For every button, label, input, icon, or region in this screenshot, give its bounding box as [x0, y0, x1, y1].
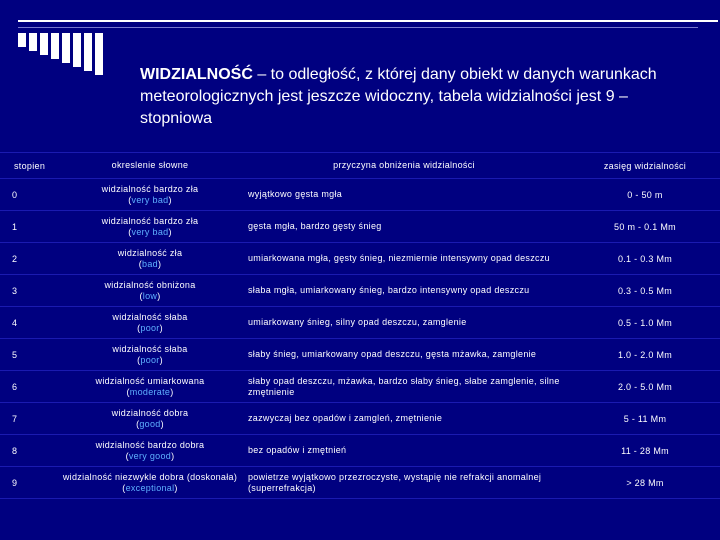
- description-en: moderate: [129, 386, 171, 397]
- cell-cause: słaba mgła, umiarkowany śnieg, bardzo intensywny opad deszczu: [240, 275, 570, 307]
- title-definition: – to odległość, z której dany obiekt w danych warunkach meteorologicznych jest jeszcze widoczny, tabela widzialności jest 9 – stopniowa: [140, 66, 657, 127]
- description-en: good: [139, 418, 161, 429]
- description-en: low: [142, 290, 158, 301]
- title-term: WIDZIALNOŚĆ: [140, 66, 253, 83]
- cell-range: 2.0 - 5.0 Mm: [570, 371, 720, 403]
- description-pl: widzialność zła: [117, 247, 183, 258]
- header-range: zasięg widzialności: [570, 153, 720, 179]
- cell-degree: 3: [0, 275, 60, 307]
- description-en: very bad: [131, 194, 169, 205]
- cell-degree: 6: [0, 371, 60, 403]
- table-row: [0, 179, 720, 211]
- cell-range: 0.5 - 1.0 Mm: [570, 307, 720, 339]
- table-row: [0, 275, 720, 307]
- cell-degree: 9: [0, 467, 60, 499]
- cell-cause: gęsta mgła, bardzo gęsty śnieg: [240, 211, 570, 243]
- description-pl: widzialność bardzo zła: [101, 215, 199, 226]
- description-pl: widzialność obniżona: [104, 279, 196, 290]
- cell-description: widzialność słaba (poor): [60, 339, 240, 371]
- description-en: bad: [142, 258, 158, 269]
- cell-range: 11 - 28 Mm: [570, 435, 720, 467]
- decorative-top-line-thin: [18, 27, 698, 28]
- cell-cause: wyjątkowo gęsta mgła: [240, 179, 570, 211]
- cell-description: widzialność bardzo dobra (very good): [60, 435, 240, 467]
- description-pl: widzialność bardzo zła: [101, 183, 199, 194]
- cell-description: widzialność słaba (poor): [60, 307, 240, 339]
- cell-cause: zazwyczaj bez opadów i zamgleń, zmętnienie: [240, 403, 570, 435]
- cell-degree: 2: [0, 243, 60, 275]
- slide-title: [140, 64, 700, 130]
- description-pl: widzialność umiarkowana: [95, 375, 205, 386]
- cell-description: widzialność bardzo zła (very bad): [60, 179, 240, 211]
- table-header-row: [0, 153, 720, 179]
- cell-description: widzialność obniżona (low): [60, 275, 240, 307]
- description-en: poor: [140, 322, 160, 333]
- description-en: exceptional: [125, 482, 175, 493]
- cell-cause: powietrze wyjątkowo przezroczyste, wystąpię nie refrakcji anomalnej (superrefrakcja): [240, 467, 570, 499]
- description-en: very good: [128, 450, 172, 461]
- cell-degree: 4: [0, 307, 60, 339]
- cell-description: widzialność niezwykle dobra (doskonała) (exceptional): [60, 467, 240, 499]
- cell-range: > 28 Mm: [570, 467, 720, 499]
- cell-cause: słaby opad deszczu, mżawka, bardzo słaby śnieg, słabe zamglenie, silne zmętnienie: [240, 371, 570, 403]
- cell-range: 0.1 - 0.3 Mm: [570, 243, 720, 275]
- table-row: [0, 211, 720, 243]
- cell-description: widzialność dobra (good): [60, 403, 240, 435]
- cell-degree: 0: [0, 179, 60, 211]
- cell-degree: 1: [0, 211, 60, 243]
- table-row: [0, 307, 720, 339]
- cell-degree: 8: [0, 435, 60, 467]
- cell-description: widzialność bardzo zła (very bad): [60, 211, 240, 243]
- table-row: [0, 371, 720, 403]
- description-pl: widzialność dobra: [111, 407, 189, 418]
- header-cause: przyczyna obniżenia widzialności: [240, 153, 570, 179]
- description-en: poor: [140, 354, 160, 365]
- cell-range: 50 m - 0.1 Mm: [570, 211, 720, 243]
- header-description: okreslenie słowne: [60, 153, 240, 179]
- cell-range: 1.0 - 2.0 Mm: [570, 339, 720, 371]
- table-row: [0, 243, 720, 275]
- cell-cause: bez opadów i zmętnień: [240, 435, 570, 467]
- cell-degree: 7: [0, 403, 60, 435]
- description-en: very bad: [131, 226, 169, 237]
- header-degree: stopien: [0, 153, 60, 179]
- cell-degree: 5: [0, 339, 60, 371]
- cell-cause: słaby śnieg, umiarkowany opad deszczu, gęsta mżawka, zamglenie: [240, 339, 570, 371]
- decorative-stripes: [18, 33, 103, 75]
- table-row: [0, 339, 720, 371]
- table-body: [0, 179, 720, 499]
- cell-range: 0 - 50 m: [570, 179, 720, 211]
- decorative-top-line: [18, 20, 718, 22]
- visibility-table: [0, 152, 720, 499]
- cell-cause: umiarkowana mgła, gęsty śnieg, niezmiernie intensywny opad deszczu: [240, 243, 570, 275]
- cell-range: 5 - 11 Mm: [570, 403, 720, 435]
- description-pl: widzialność bardzo dobra: [95, 439, 205, 450]
- table-row: [0, 403, 720, 435]
- cell-range: 0.3 - 0.5 Mm: [570, 275, 720, 307]
- table-row: [0, 435, 720, 467]
- description-pl: widzialność słaba: [112, 343, 188, 354]
- description-pl: widzialność niezwykle dobra (doskonała): [62, 471, 238, 482]
- cell-cause: umiarkowany śnieg, silny opad deszczu, zamglenie: [240, 307, 570, 339]
- cell-description: widzialność umiarkowana (moderate): [60, 371, 240, 403]
- table-row: [0, 467, 720, 499]
- cell-description: widzialność zła (bad): [60, 243, 240, 275]
- description-pl: widzialność słaba: [112, 311, 188, 322]
